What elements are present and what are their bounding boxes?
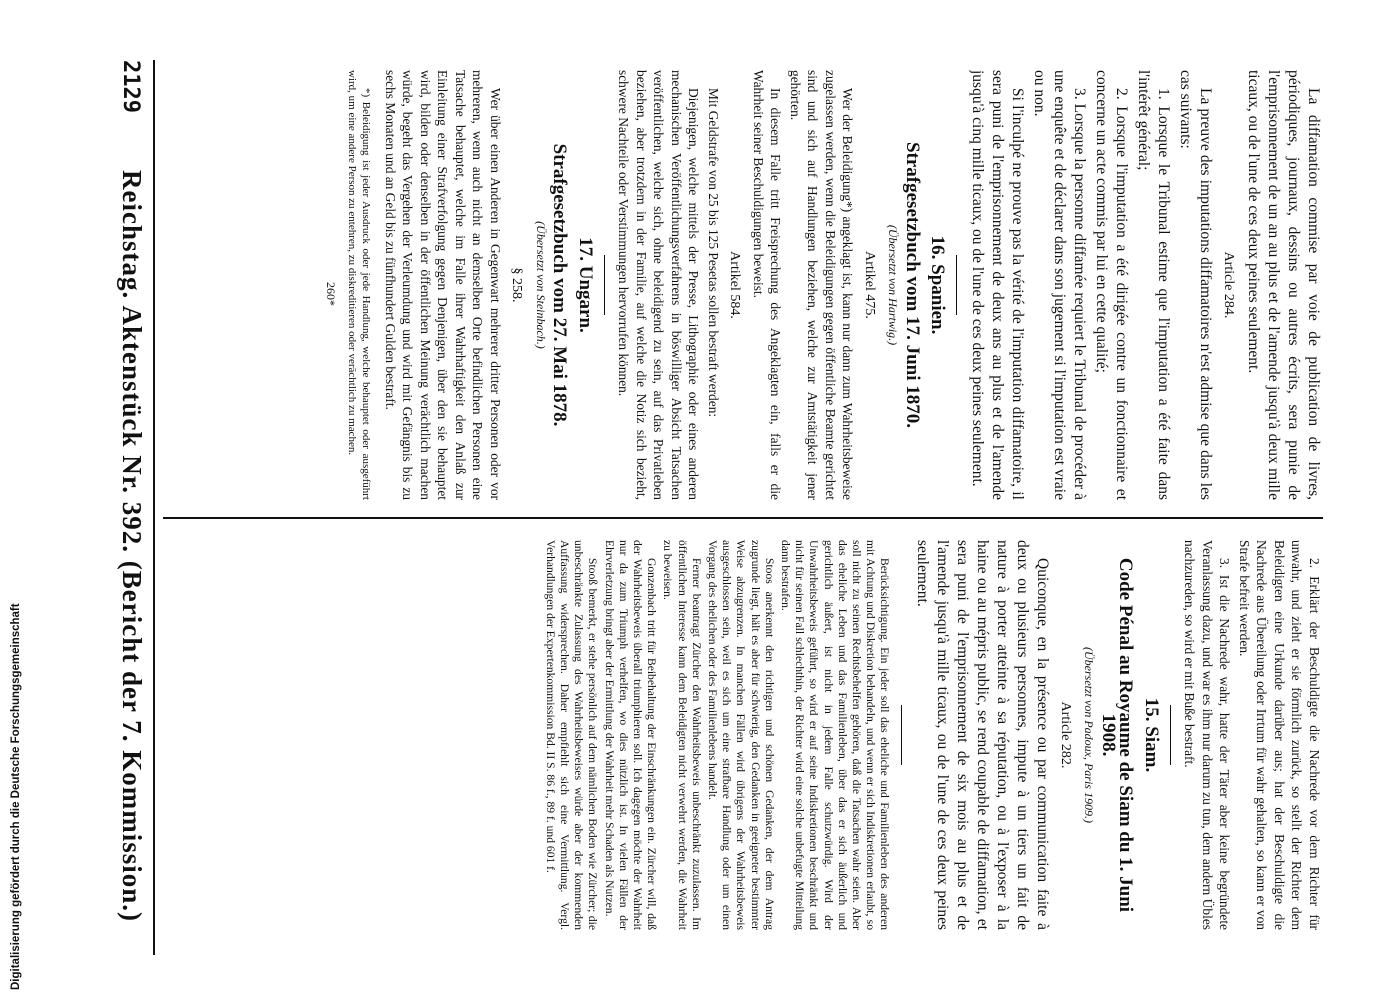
- text-paragraph: Ferner beantragt Zürcher den Wahrheitsbeweis unbeschränkt zuzulassen. Im öffentlichen Interesse kann dem Beleidigten nicht verwehrt werden, die Wahrheit zu beweisen.: [661, 540, 703, 930]
- text-paragraph: Stooß bemerkt, er stehe persönlich auf dem nämlichen Boden wie Zürcher; die unbeschränkte Zulassung des Wahrheitsbeweises würde aber der kommenden Auffassung widersprechen. Daher empfiehlt sich eine Vermittlung. Vergl. Verhandlungen der Expertenkommission Bd. II S. 86 f., 89 f. und 601 f.: [543, 540, 600, 930]
- section-subheading: (Übersetzt von Padoux, Paris 1909.): [1082, 647, 1097, 823]
- text-paragraph: Stoos anerkennt den richtigen und schönen Gedanken, der dem Antrag zugrunde liegt, hält es aber für schwierig, den Gedanken in geeigneter bestimmter Weise abzugrenzen. In manchen Fällen wird übrigens der Wahrheitsbeweis ausgeschlossen sein, weil es sich um eine strafbare Handlung oder um einen Vorgang des ehelichen oder des Familienlebens handelt.: [706, 540, 776, 930]
- footnote: *) Beleidigung ist jeder Ausdruck oder jede Handlung, welche behauptet oder ausgeführt wird, um eine andere Person zu entehren, zu diskreditieren oder verächtlich zu machen.: [346, 70, 373, 500]
- text-paragraph: Wer der Beleidigung*) angeklagt ist, kann nur dann zum Wahrheitsbeweise zugelassen werden, wenn die Beleidigungen gegen öffentliche Beamte gerichtet sind und sich auf Handlungen beziehen, welche zur Amtstätigkeit jener gehörten.: [788, 70, 856, 500]
- section-subheading: (Übersetzt von Steinbach.): [534, 221, 548, 349]
- text-paragraph: 2. Erklärt der Beschuldigte die Nachrede vor dem Richter für unwahr, und zieht er sie förmlich zurück, so stellt der Richter dem Beleidigten eine Urkunde darüber aus; hat der Beschuldigte die Nachrede aus Übereilung oder Irrtum für wahr gehalten, so kann er von Strafe befreit werden.: [1237, 540, 1322, 930]
- text-paragraph: 3. Lorsque la personne diffamée requiert le Tribunal de procéder à une enquête et de déclarer dans son jugement si l'imputation est vraie ou non.: [1031, 70, 1089, 500]
- section-heading: 15. Siam.: [1141, 697, 1162, 773]
- column-divider: [163, 517, 1323, 519]
- text-paragraph: Mit Geldstrafe von 25 bis 125 Pesetas sollen bestraft werden:: [706, 88, 721, 418]
- page-number: 2129: [118, 60, 143, 113]
- column-left: [163, 70, 1323, 500]
- text-paragraph: 3. Ist die Nachrede wahr, hatte der Täter aber keine begründete Veranlassung dazu, und war es ihm nur darum zu tun, dem andern Übles nachzureden, so wird er mit Buße bestraft.: [1182, 540, 1233, 930]
- article-heading: § 258.: [509, 267, 525, 303]
- text-paragraph: Wer über einen Anderen in Gegenwart mehrerer dritter Personen oder vor mehreren, wenn auch nicht an demselben Orte befindlichen Personen eine Tatsache behauptet, welche im Falle ihrer Wahrhaftigkeit den Anlaß zur Einleitung einer Strafverfolgung gegen Denjenigen, über den sie behauptet wird, bilden oder denselben in der öffentlichen Meinung verächtlich machen würde, begeht das Vergehen der Verleumdung und wird mit Gefängnis bis zu sechs Monaten und an Geld bis zu fünfhundert Gulden bestraft.: [383, 70, 503, 500]
- text-paragraph: Berücksichtigung. Ein jeder soll das eheliche und Familienleben des anderen mit Achtung und Diskretion behandeln, und wenn er sich Indiskretionen erlaubt, so soll nicht zu seinen Rechtsbehelfen gehören, daß die Tatsachen wahr seien. Aber das eheliche Leben und das Familienleben, über das er sich äußerlich und gerichtlich äußert, ist nicht in jedem Falle schutzwürdig. Wird der Unwahrheitsbeweis geführt, so wird er auf seine Indiskretionen beschränkt und nicht für seinen Fall schlechthin, der Richter wird eine solche unbefugte Mitteilung dann bestrafen.: [779, 540, 892, 930]
- article-heading: Article 284.: [1221, 251, 1236, 319]
- section-heading: 16. Spanien.: [927, 235, 949, 335]
- article-heading: Artikel 584.: [727, 251, 743, 319]
- column-right: [163, 540, 1323, 930]
- section-rule: [1170, 705, 1171, 765]
- section-heading: 17. Ungarn.: [575, 237, 596, 333]
- section-rule: [902, 705, 903, 765]
- section-subheading: (Übersetzt von Hartwig.): [886, 224, 901, 346]
- section-rule: [604, 255, 605, 315]
- text-paragraph: Gonzenbach tritt für Beibehaltung der Einschränkungen ein. Zürcher will, daß der Wahrheitsbeweis überall triumphieren soll. Ich dagegen möchte der Wahrheit nur da zum Triumph verhelfen, wo dies nützlich ist. In vielen Fällen der Ehrverletzung bringt aber der Ermittlung der Wahrheit mehr Schaden als Nutzen.: [602, 540, 659, 930]
- text-paragraph: In diesem Falle tritt Freisprechung des Angeklagten ein, falls er die Wahrheit seiner Beschuldigungen beweist.: [751, 70, 784, 500]
- page-header: [85, 60, 155, 955]
- text-paragraph: Si l'inculpé ne prouve pas la vérité de l'imputation diffamatoire, il sera puni de l'emprisonnement de deux ans au plus et de l'amende jusqu'à cinq mille ticaux, ou de l'une de ces deux peines seulement.: [969, 70, 1027, 500]
- text-paragraph: 1. Lorsque le Tribunal estime que l'imputation a été faite dans l'intérêt général;: [1135, 70, 1173, 500]
- section-heading: Code Pénal au Royaume de Siam du 1. Juni 1908.: [1098, 557, 1137, 913]
- text-paragraph: La preuve des imputations diffamatoires n'est admise que dans les cas suivants:: [1177, 70, 1215, 500]
- article-heading: Article 282.: [1058, 701, 1073, 769]
- sheet-signature: 260*: [324, 282, 339, 306]
- section-heading: Strafgesetzbuch vom 17. Juni 1870.: [902, 141, 923, 429]
- text-paragraph: Quiconque, en la présence ou par communication faite à deux ou plusieurs personnes, impute à un tiers un fait de nature à porter atteinte à sa réputation, ou à l'exposer à la haine ou au mépris public, se rend coupable de diffamation, et sera puni de l'emprisonnement de six mois au plus et de l'amende jusqu'à mille ticaux, ou de l'une de ces deux peines seulement.: [914, 540, 1052, 930]
- article-heading: Artikel 475.: [862, 251, 877, 319]
- section-heading: Strafgesetzbuch vom 27. Mai 1878.: [549, 143, 571, 427]
- text-paragraph: 2. Lorsque l'imputation a été dirigée contre un fonctionnaire et concerne un acte commis par lui en cette qualité;: [1093, 70, 1131, 500]
- dfg-sidebar-note: Digitalisierung gefördert durch die Deutsche Forschungsgemeinschaft: [10, 603, 22, 990]
- text-paragraph: La diffamation commise par voie de publication de livres, périodiques, journaux, dessins ou autres écrits, sera punie de l'emprisonnement de un an au plus et de l'amende jusqu'à deux mille ticaux, ou de l'une de ces deux peines seulement.: [1245, 70, 1322, 500]
- text-paragraph: Diejenigen, welche mittels der Presse, Lithographie oder eines anderen mechanischen Veröffentlichungsverfahrens in böswilliger Absicht Tatsachen veröffentlichen, welche sich, ohne beleidigend zu sein, auf das Privatleben beziehen, aber trotzdem in der Familie, auf welche die Notiz sich bezieht, schwere Nachteile oder Verstimmungen hervorrufen können.: [616, 70, 702, 500]
- page-title: Reichstag. Aktenstück Nr. 392. (Bericht der 7. Kommission.): [117, 170, 147, 922]
- section-rule: [957, 255, 958, 315]
